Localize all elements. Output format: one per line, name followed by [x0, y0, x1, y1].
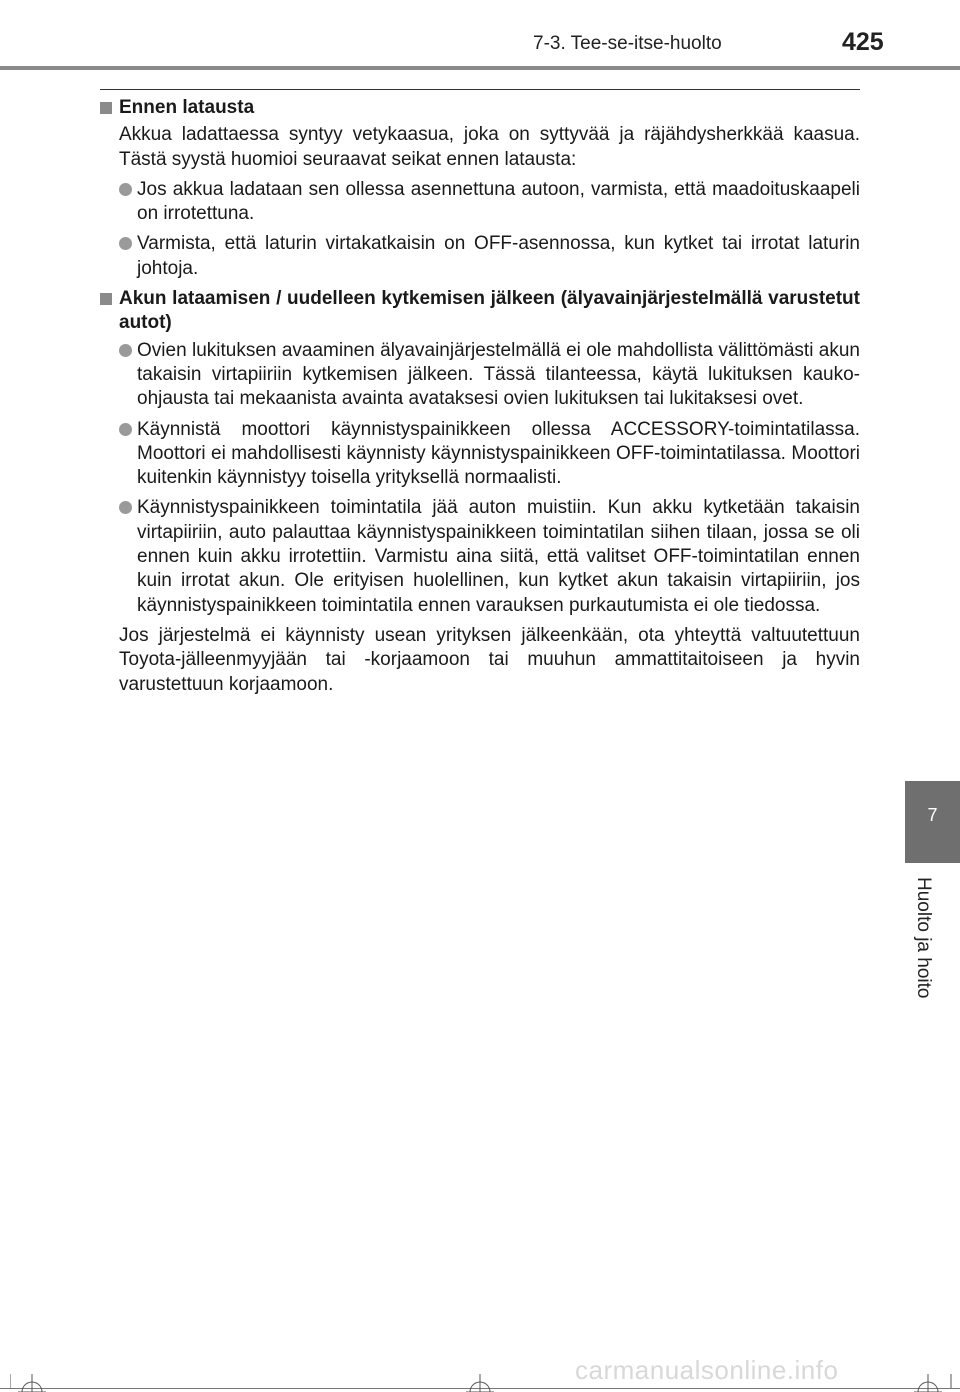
section-heading-text: Ennen latausta — [119, 97, 255, 118]
watermark: carmanualsonline.info — [575, 1355, 839, 1385]
page-number: 425 — [842, 28, 884, 56]
list-item — [100, 496, 860, 617]
header-divider — [0, 66, 960, 70]
square-bullet-icon — [100, 293, 112, 305]
list-item-text: Varmista, että laturin virtakatkaisin on OFF-asennossa, kun kytket tai irrotat laturin johtoja. — [137, 233, 860, 279]
list-item — [100, 339, 860, 412]
chapter-title: Huolto ja hoito — [913, 877, 934, 999]
circle-bullet-icon — [119, 501, 132, 514]
page-content — [100, 96, 860, 703]
square-bullet-icon — [100, 102, 112, 114]
section-intro-paragraph: Akkua ladattaessa syntyy vetykaasua, joka on syttyvää ja räjähdysherkkää kaasua. Tästä syystä huomioi seuraavat seikat ennen latausta: — [119, 124, 860, 170]
circle-bullet-icon — [119, 183, 132, 196]
list-item-text: Jos akkua ladataan sen ollessa asennettuna autoon, varmista, että maadoituskaapeli on irrotettuna. — [137, 178, 860, 225]
crop-mark-icon — [908, 1374, 952, 1392]
list-item-text: Ovien lukituksen avaaminen älyavainjärjestelmällä ei ole mahdollista välittömästi akun takaisin virtapiiriin kytkemisen jälkeen. Tässä tilanteessa, käytä lukituksen kauko-ohjausta tai mekaanista avainta avataksesi ovien lukituksen tai lukitaksesi ovet. — [137, 339, 860, 410]
crop-mark-icon — [458, 1374, 502, 1392]
header-section-title: 7-3. Tee-se-itse-huolto — [533, 33, 722, 54]
closing-paragraph: Jos järjestelmä ei käynnisty usean yrityksen jälkeenkään, ota yhteyttä valtuutettuun Toyota-jälleenmyyjään tai -korjaamoon tai muuhun ammattitaitoiseen ja hyvin varustettuun korjaamoon. — [119, 624, 860, 695]
list-item — [100, 418, 860, 491]
list-item-text: Käynnistyspainikkeen toimintatila jää auton muistiin. Kun akku kytketään takaisin virtapiiriin, auto palauttaa käynnistyspainikkeen toimintatilan siihen tilaan, jossa se oli ennen kuin akku irrotettiin. Varmistu aina siitä, että valitset OFF-toimintatilan ennen kuin irrotat akun. Ole erityisen huolellinen, kun kytket akun takaisin virtapiiriin, jos käynnistyspainikkeen toimintatila ennen varauksen purkautumista ei ole tiedossa. — [137, 497, 860, 616]
section-heading — [100, 96, 860, 120]
content-top-rule — [100, 89, 860, 90]
circle-bullet-icon — [119, 344, 132, 357]
chapter-tab — [905, 781, 960, 863]
section-heading — [100, 287, 860, 336]
list-item — [100, 232, 860, 281]
list-item-text: Käynnistä moottori käynnistyspainikkeen ollessa ACCESSORY-toimintatilassa. Moottori ei mahdollisesti käynnisty käynnistyspainikkeen OFF-toimintatilassa. Moottori kuitenkin käynnistyy toisella yrityksellä normaalisti. — [137, 418, 860, 489]
list-item — [100, 178, 860, 227]
crop-mark-icon — [10, 1374, 54, 1392]
circle-bullet-icon — [119, 237, 132, 250]
chapter-number: 7 — [927, 805, 938, 825]
section-heading-text: Akun lataamisen / uudelleen kytkemisen jälkeen (älyavainjärjestelmällä varustetut autot) — [119, 288, 860, 334]
circle-bullet-icon — [119, 423, 132, 436]
